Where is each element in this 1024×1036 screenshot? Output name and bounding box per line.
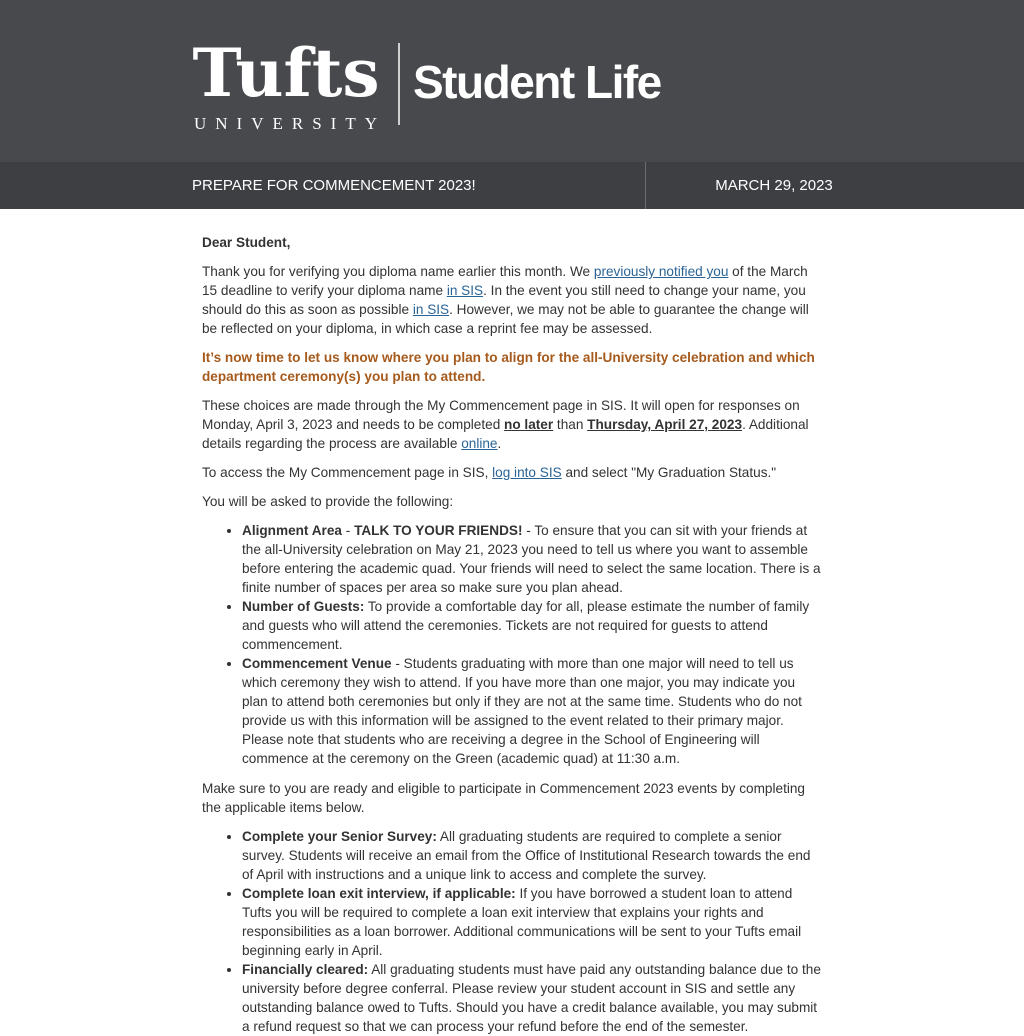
- text: and select "My Graduation Status.": [561, 465, 777, 480]
- tufts-logo: [186, 34, 386, 134]
- bullet-list: [202, 521, 822, 768]
- text: . However, we may not be able to guarantee the change will be reflected on your diploma, in which case a reprint fee may be assessed.: [202, 302, 809, 336]
- paragraph: [202, 348, 822, 386]
- text: All graduating students are required to complete a senior survey. Students will receive an email from the Office of Institutional Research towards the end of April with instructions and a unique link to access and complete the survey.: [242, 829, 811, 882]
- bold-text: Complete your Senior Survey:: [242, 829, 437, 844]
- text: Make sure to you are ready and eligible to participate in Commencement 2023 events by completing the applicable items below.: [202, 781, 805, 815]
- text: To access the My Commencement page in SIS,: [202, 465, 493, 480]
- text: To provide a comfortable day for all, please estimate the number of family and guests who will attend the ceremonies. Tickets are not required for guests to attend commencement.: [242, 599, 810, 652]
- logo-subtitle: UNIVERSITY: [194, 114, 386, 133]
- link[interactable]: online: [461, 436, 498, 451]
- list-item: [242, 884, 822, 960]
- list-item: [242, 521, 822, 597]
- list-item: [242, 597, 822, 654]
- link[interactable]: in SIS: [412, 302, 450, 317]
- email-title: PREPARE FOR COMMENCEMENT 2023!: [192, 162, 646, 209]
- link[interactable]: log into SIS: [492, 465, 562, 480]
- bold-text: Alignment Area: [242, 523, 342, 538]
- bold-text: Financially cleared:: [242, 962, 369, 977]
- text: . Additional details regarding the process are available: [202, 417, 809, 451]
- text: -: [341, 523, 355, 538]
- bold-text: Number of Guests:: [242, 599, 365, 614]
- paragraph: [202, 262, 822, 338]
- link[interactable]: in SIS: [446, 283, 484, 298]
- link[interactable]: previously notified you: [593, 264, 729, 279]
- text: than: [553, 417, 588, 432]
- paragraph: [202, 396, 822, 453]
- paragraph: [202, 492, 822, 511]
- text: You will be asked to provide the following:: [202, 494, 454, 509]
- list-item: [242, 960, 822, 1036]
- email-header: [0, 0, 1024, 162]
- highlight-text: It’s now time to let us know where you plan to align for the all-University celebration and which department ceremony(s) you plan to attend.: [202, 350, 815, 384]
- paragraph: [202, 463, 822, 482]
- logo-divider: [398, 43, 400, 125]
- text: - Students graduating with more than one major will need to tell us which ceremony they wish to attend. If you have more than one major, you may indicate you plan to attend both ceremonies but only if they are not at the same time. Students who do not provide us with this information will be assigned to the event related to their primary major. Please note that students who are receiving a degree in the School of Engineering will commence at the ceremony on the Green (academic quad) at 11:30 a.m.: [242, 656, 802, 766]
- logo-word: Tufts: [192, 34, 380, 112]
- text: - To ensure that you can sit with your friends at the all-University celebration on May 21, 2023 you need to tell us where you want to assemble before entering the academic quad. Your friends will need to select the same location. There is a finite number of spaces per area so make sure you plan ahead.: [242, 523, 821, 595]
- title-bar: [0, 162, 1024, 209]
- bold-text: TALK TO YOUR FRIENDS!: [354, 523, 523, 538]
- list-item: [242, 654, 822, 768]
- text: of the March 15 deadline to verify your diploma name: [202, 264, 808, 298]
- list-item: [242, 827, 822, 884]
- email-body: [202, 209, 822, 1036]
- tufts-student-life-logo: [186, 34, 661, 134]
- bold-text: Dear Student,: [202, 235, 291, 250]
- paragraph: [202, 779, 822, 817]
- text: These choices are made through the My Commencement page in SIS. It will open for responses on Monday, April 3, 2023 and needs to be completed: [202, 398, 800, 432]
- text: .: [497, 436, 502, 451]
- text: All graduating students must have paid any outstanding balance due to the university before degree conferral. Please review your student account in SIS and settle any outstanding balance owed to Tufts. Should you have a credit balance available, you may submit a refund request so that we can process your refund before the end of the semester.: [242, 962, 821, 1034]
- bold-text: Commencement Venue: [242, 656, 392, 671]
- paragraph: [202, 233, 822, 252]
- emphasis-text: no later: [504, 417, 554, 432]
- text: If you have borrowed a student loan to attend Tufts you will be required to complete a loan exit interview that explains your rights and responsibilities as a loan borrower. Additional communications will be sent to your Tufts email beginning early in April.: [242, 886, 802, 958]
- text: Thank you for verifying you diploma name earlier this month. We: [202, 264, 594, 279]
- section-name: Student Life: [413, 56, 661, 108]
- text: . In the event you still need to change your name, you should do this as soon as possible: [202, 283, 806, 317]
- emphasis-text: Thursday, April 27, 2023: [587, 417, 743, 432]
- email-date: MARCH 29, 2023: [715, 177, 833, 194]
- bold-text: Complete loan exit interview, if applicable:: [242, 886, 516, 901]
- bullet-list: [202, 827, 822, 1036]
